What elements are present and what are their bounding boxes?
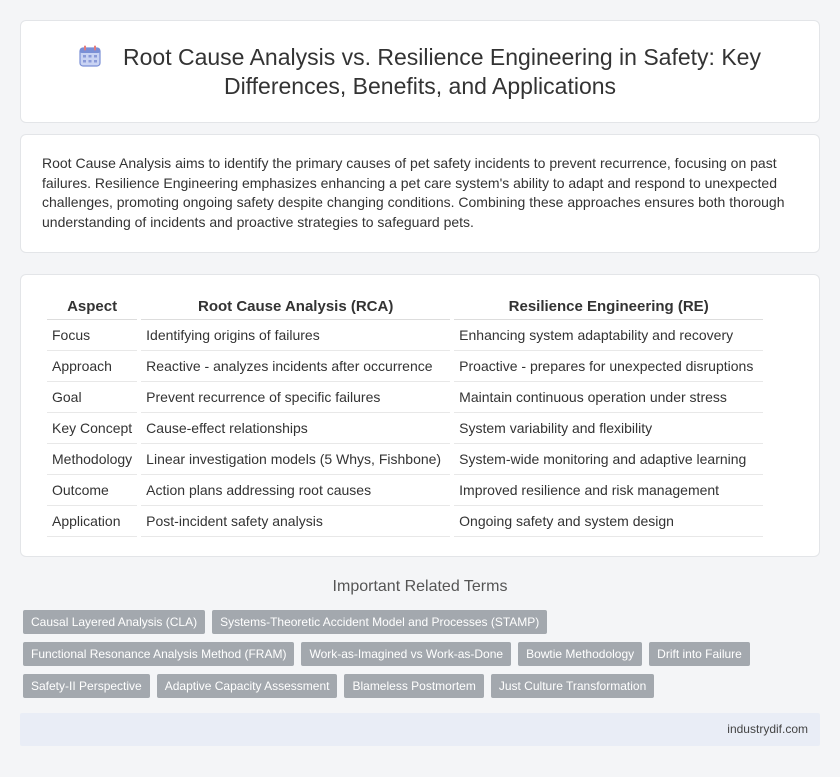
table-cell: Linear investigation models (5 Whys, Fishbone) (141, 444, 450, 475)
table-row (47, 351, 763, 382)
column-header: Root Cause Analysis (RCA) (141, 294, 450, 320)
table-cell: Enhancing system adaptability and recovery (454, 320, 763, 351)
related-term-tag[interactable]: Just Culture Transformation (491, 674, 654, 698)
column-header: Aspect (47, 294, 137, 320)
tag-row (23, 642, 803, 666)
related-term-tag[interactable]: Systems-Theoretic Accident Model and Processes (STAMP) (212, 610, 547, 634)
table-row (47, 444, 763, 475)
table-header-row (47, 294, 763, 320)
table-cell: System-wide monitoring and adaptive learning (454, 444, 763, 475)
footer (20, 713, 820, 746)
page-title (21, 43, 819, 101)
table-cell: Maintain continuous operation under stress (454, 382, 763, 413)
table-row (47, 382, 763, 413)
column-header: Resilience Engineering (RE) (454, 294, 763, 320)
related-term-tag[interactable]: Drift into Failure (649, 642, 750, 666)
related-term-tag[interactable]: Functional Resonance Analysis Method (FRAM) (23, 642, 294, 666)
tag-row (23, 674, 803, 698)
calendar-icon (79, 45, 101, 67)
table-cell: Improved resilience and risk management (454, 475, 763, 506)
related-term-tag[interactable]: Bowtie Methodology (518, 642, 642, 666)
table-cell: Key Concept (47, 413, 137, 444)
table-cell: Outcome (47, 475, 137, 506)
table-cell: System variability and flexibility (454, 413, 763, 444)
table-row (47, 506, 763, 537)
related-term-tag[interactable]: Work-as-Imagined vs Work-as-Done (301, 642, 511, 666)
related-term-tag[interactable]: Causal Layered Analysis (CLA) (23, 610, 205, 634)
comparison-table (43, 294, 767, 537)
table-cell: Prevent recurrence of specific failures (141, 382, 450, 413)
table-cell: Methodology (47, 444, 137, 475)
intro-paragraph: Root Cause Analysis aims to identify the primary causes of pet safety incidents to prevent recurrence, focusing on past failures. Resilience Engineering emphasizes enhancing a pet care system's ability to adapt and respond to unexpected challenges, promoting ongoing safety despite changing conditions. Combining these approaches ensures both thorough understanding of incidents and proactive strategies to safeguard pets. (42, 155, 785, 230)
related-terms-title: Important Related Terms (332, 578, 508, 595)
table-cell: Reactive - analyzes incidents after occurrence (141, 351, 450, 382)
table-cell: Proactive - prepares for unexpected disruptions (454, 351, 763, 382)
related-term-tag[interactable]: Blameless Postmortem (344, 674, 483, 698)
table-cell: Ongoing safety and system design (454, 506, 763, 537)
table-cell: Identifying origins of failures (141, 320, 450, 351)
header-card (20, 20, 820, 123)
intro-card (20, 134, 820, 253)
table-cell: Approach (47, 351, 137, 382)
table-cell: Action plans addressing root causes (141, 475, 450, 506)
tag-row (23, 610, 803, 634)
related-term-tag[interactable]: Safety-II Perspective (23, 674, 150, 698)
table-cell: Focus (47, 320, 137, 351)
table-cell: Application (47, 506, 137, 537)
table-cell: Cause-effect relationships (141, 413, 450, 444)
footer-site-link[interactable]: industrydif.com (727, 722, 808, 736)
comparison-card (20, 274, 820, 557)
table-cell: Goal (47, 382, 137, 413)
related-terms-list (23, 610, 803, 706)
related-term-tag[interactable]: Adaptive Capacity Assessment (157, 674, 338, 698)
table-cell: Post-incident safety analysis (141, 506, 450, 537)
table-row (47, 320, 763, 351)
page-title-text: Root Cause Analysis vs. Resilience Engineering in Safety: Key Differences, Benefits, and Applications (123, 44, 761, 99)
table-row (47, 413, 763, 444)
table-row (47, 475, 763, 506)
